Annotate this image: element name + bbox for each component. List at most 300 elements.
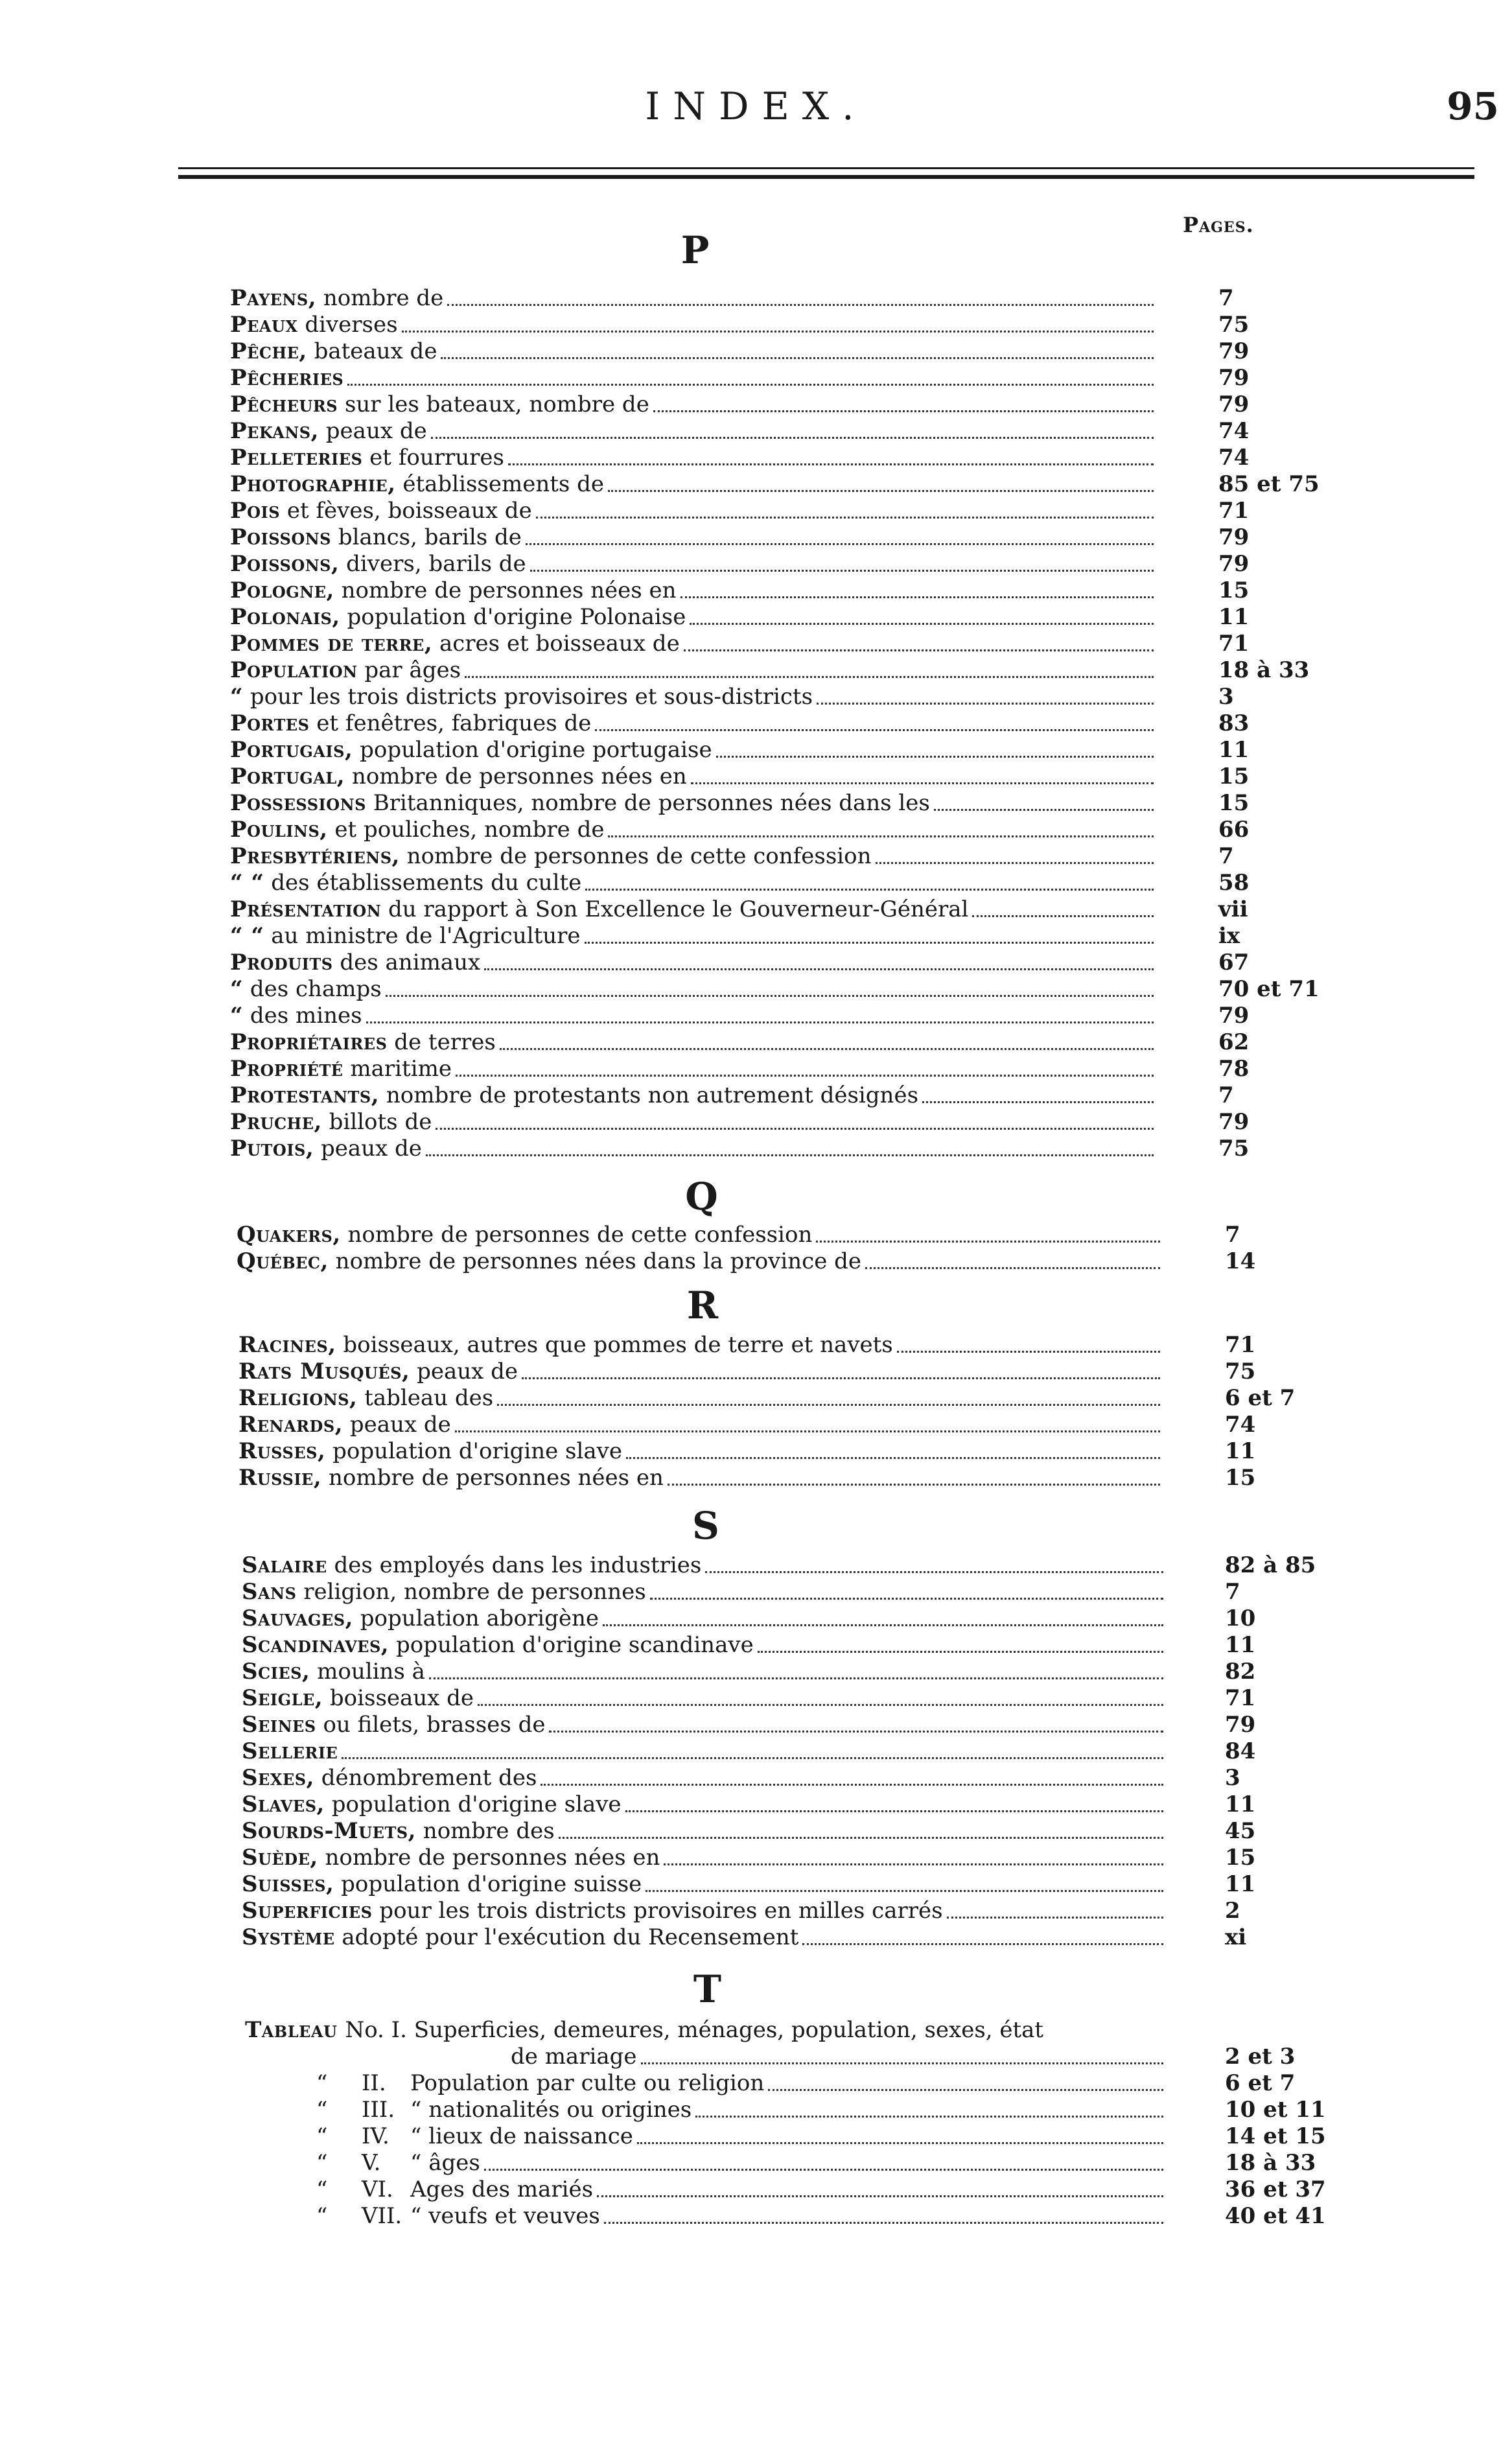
- leader-dots: [695, 2116, 1163, 2118]
- index-entry: [242, 1632, 1170, 1659]
- entry-keyword: Russes,: [238, 1438, 326, 1464]
- page-title: INDEX.: [645, 84, 867, 128]
- index-entry: [230, 870, 1160, 896]
- entry-keyword: Propriété: [230, 1056, 343, 1082]
- entry-line: [230, 764, 1160, 790]
- index-entry: [230, 657, 1160, 684]
- entry-page-ref: 15: [1225, 1465, 1256, 1491]
- entry-page-ref: 79: [1218, 524, 1250, 550]
- index-entry: [238, 1332, 1167, 1359]
- entry-keyword: Pruche,: [230, 1109, 322, 1135]
- entry-text: nombre de personnes nées en: [321, 1465, 664, 1491]
- ditto-mark: “: [316, 2097, 328, 2123]
- entry-page-ref: 15: [1218, 790, 1250, 816]
- leader-dots: [668, 1484, 1160, 1486]
- entry-line: [230, 684, 1160, 710]
- index-entry: [242, 1659, 1170, 1685]
- leader-dots: [604, 2222, 1163, 2224]
- entry-keyword: Seigle,: [242, 1685, 323, 1711]
- entry-keyword: Salaire: [242, 1552, 327, 1578]
- leader-dots: [585, 889, 1154, 891]
- entry-text: Britanniques, nombre de personnes nées dans les: [366, 790, 930, 816]
- leader-dots: [758, 1651, 1163, 1653]
- leader-dots: [541, 1784, 1163, 1786]
- entry-text: Ages des mariés: [410, 2176, 594, 2202]
- entry-keyword: Sellerie: [242, 1738, 338, 1764]
- index-entry: [230, 896, 1160, 923]
- section-letter-s: S: [692, 1504, 719, 1548]
- entry-line: [242, 1605, 1170, 1632]
- entry-page-ref: 10: [1225, 1605, 1256, 1631]
- entry-line: [242, 1659, 1170, 1685]
- entry-line: [511, 2044, 1170, 2070]
- entry-line: [230, 657, 1160, 684]
- entry-keyword: Scandinaves,: [242, 1632, 390, 1658]
- index-entry: [230, 764, 1160, 790]
- entry-text: population d'origine portugaise: [353, 737, 712, 763]
- leader-dots: [608, 490, 1154, 492]
- entry-keyword: Presbytériens,: [230, 843, 400, 869]
- entry-text: tableau des: [357, 1385, 494, 1411]
- entry-page-ref: 7: [1218, 285, 1234, 311]
- entry-text: dénombrement des: [314, 1765, 537, 1791]
- leader-dots: [478, 1704, 1163, 1706]
- index-entry: [230, 1003, 1160, 1029]
- tableau-number: IV.: [362, 2123, 390, 2149]
- entry-page-ref: 79: [1225, 1712, 1256, 1738]
- tableau-number: II.: [362, 2070, 386, 2096]
- entry-text: et fenêtres, fabriques de: [309, 710, 592, 736]
- entry-text: population aborigène: [353, 1605, 599, 1631]
- entry-text: sur les bateaux, nombre de: [338, 391, 649, 417]
- entry-line: [242, 1924, 1170, 1951]
- entry-keyword: Portes: [230, 710, 310, 736]
- entry-page-ref: 84: [1225, 1738, 1256, 1764]
- entry-keyword: Scies,: [242, 1659, 310, 1685]
- entry-line: [230, 365, 1160, 391]
- entry-page-ref: 3: [1218, 684, 1234, 710]
- entry-page-ref: 7: [1225, 1222, 1240, 1248]
- entry-page-ref: vii: [1218, 896, 1248, 922]
- entry-page-ref: 11: [1218, 604, 1250, 630]
- entry-line: [230, 1082, 1160, 1109]
- entry-page-ref: ix: [1218, 923, 1240, 949]
- entry-keyword: Pêche,: [230, 338, 307, 364]
- entry-page-ref: 71: [1225, 1332, 1256, 1358]
- leader-dots: [865, 1267, 1160, 1269]
- entry-page-ref: xi: [1225, 1924, 1247, 1950]
- entry-text: au ministre de l'Agriculture: [264, 923, 581, 949]
- entry-text: diverses: [297, 312, 398, 338]
- entry-page-ref: 3: [1225, 1765, 1240, 1791]
- entry-line: [245, 2017, 1170, 2044]
- entry-line: [238, 1412, 1167, 1438]
- leader-dots: [530, 570, 1154, 572]
- entry-keyword: Racines,: [238, 1332, 336, 1358]
- entry-keyword: Suède,: [242, 1845, 318, 1871]
- entry-page-ref: 11: [1225, 1871, 1256, 1897]
- entry-page-ref: 14 et 15: [1225, 2123, 1326, 2149]
- leader-dots: [536, 517, 1154, 519]
- index-entry: [237, 1248, 1167, 1275]
- entry-keyword: “: [230, 684, 244, 710]
- leader-dots: [508, 463, 1154, 465]
- index-entry: [230, 338, 1160, 365]
- tableau-number: V.: [362, 2150, 381, 2176]
- entry-line: [242, 1871, 1170, 1898]
- leader-dots: [691, 782, 1154, 784]
- entry-text: peaux de: [343, 1412, 451, 1438]
- index-entry: [230, 790, 1160, 817]
- leader-dots: [455, 1430, 1160, 1432]
- entry-keyword: Suisses,: [242, 1871, 334, 1897]
- entry-line: [242, 1685, 1170, 1712]
- entry-text: religion, nombre de personnes: [296, 1579, 646, 1605]
- entry-keyword: Protestants,: [230, 1082, 380, 1108]
- entry-text: et pouliches, nombre de: [327, 817, 605, 843]
- entry-text: et fèves, boisseaux de: [280, 498, 532, 524]
- entry-page-ref: 79: [1218, 365, 1250, 391]
- entry-keyword: Pêcheries: [230, 365, 344, 391]
- entry-text: boisseaux de: [323, 1685, 474, 1711]
- entry-line: [230, 524, 1160, 551]
- leader-dots: [595, 729, 1154, 731]
- entry-page-ref: 71: [1225, 1685, 1256, 1711]
- index-entry: [230, 391, 1160, 418]
- entry-text: établissements de: [395, 471, 605, 497]
- leader-dots: [522, 1377, 1160, 1379]
- entry-page-ref: 36 et 37: [1225, 2176, 1326, 2202]
- index-entry: [230, 365, 1160, 391]
- entry-page-ref: 58: [1218, 870, 1250, 896]
- entry-keyword: Pêcheurs: [230, 391, 338, 417]
- entry-line: [230, 790, 1160, 817]
- tableau-entry: [316, 2150, 1170, 2176]
- section-letter-r: R: [686, 1283, 719, 1327]
- ditto-mark: “: [316, 2203, 328, 2229]
- leader-dots: [500, 1048, 1154, 1050]
- entry-line: [316, 2203, 1170, 2230]
- leader-dots: [816, 1241, 1160, 1243]
- entry-line: [230, 737, 1160, 764]
- entry-text: population d'origine scandinave: [389, 1632, 754, 1658]
- index-entry: [242, 1605, 1170, 1632]
- entry-line: [238, 1385, 1167, 1412]
- entry-line: [237, 1248, 1167, 1275]
- entry-page-ref: 6 et 7: [1225, 1385, 1296, 1411]
- tableau-number: VII.: [362, 2203, 402, 2229]
- entry-line: [242, 1791, 1170, 1818]
- entry-page-ref: 11: [1225, 1791, 1256, 1817]
- pages-column-heading: Pages.: [1183, 213, 1254, 237]
- entry-keyword: Poissons: [230, 524, 332, 550]
- entry-line: [316, 2123, 1170, 2150]
- index-entry: [230, 1109, 1160, 1136]
- entry-text: peaux de: [410, 1359, 518, 1384]
- entry-line: [230, 1136, 1160, 1162]
- index-entry: [230, 471, 1160, 498]
- leader-dots: [625, 1810, 1163, 1812]
- page-number: 95: [1447, 84, 1499, 128]
- index-entry: [230, 631, 1160, 657]
- ditto-mark: “: [316, 2176, 328, 2202]
- entry-line: [230, 1003, 1160, 1029]
- entry-text: nombre de: [316, 285, 444, 311]
- entry-page-ref: 11: [1225, 1632, 1256, 1658]
- entry-page-ref: 67: [1218, 950, 1250, 975]
- entry-page-ref: 2: [1225, 1898, 1240, 1924]
- tableau-number: III.: [362, 2097, 395, 2123]
- index-entry: [238, 1359, 1167, 1385]
- entry-line: [230, 817, 1160, 843]
- entry-line: [230, 312, 1160, 338]
- leader-dots: [876, 862, 1154, 864]
- leader-dots: [690, 623, 1154, 625]
- entry-page-ref: 78: [1218, 1056, 1250, 1082]
- entry-page-ref: 75: [1218, 312, 1250, 338]
- entry-text: nombre de protestants non autrement désignés: [379, 1082, 919, 1108]
- tableau-entry-cont: [511, 2044, 1170, 2070]
- entry-text: adopté pour l'exécution du Recensement: [334, 1924, 799, 1950]
- entry-page-ref: 11: [1225, 1438, 1256, 1464]
- index-entry: [230, 737, 1160, 764]
- entry-text: pour les trois districts provisoires et sous-districts: [243, 684, 813, 710]
- entry-keyword: Pekans,: [230, 418, 319, 444]
- entry-text: nombre de personnes nées dans la province de: [328, 1248, 862, 1274]
- entry-text: billots de: [321, 1109, 432, 1135]
- entry-keyword: Présentation: [230, 896, 382, 922]
- leader-dots: [637, 2142, 1163, 2144]
- tableau-entry: [316, 2176, 1170, 2203]
- entry-page-ref: 83: [1218, 710, 1250, 736]
- entry-text: nombre de personnes nées en: [345, 764, 687, 789]
- leader-dots: [441, 357, 1154, 359]
- entry-line: [230, 1056, 1160, 1082]
- tableau-entry: [316, 2123, 1170, 2150]
- entry-keyword: “: [230, 976, 244, 1002]
- entry-text: des mines: [243, 1003, 362, 1029]
- tableau-entry-first: [245, 2017, 1170, 2044]
- entry-page-ref: 11: [1218, 737, 1250, 763]
- entry-page-ref: 66: [1218, 817, 1250, 843]
- entry-line: [242, 1552, 1170, 1579]
- entry-line: [230, 285, 1160, 312]
- entry-page-ref: 79: [1218, 551, 1250, 577]
- entry-page-ref: 18 à 33: [1225, 2150, 1316, 2176]
- entry-line: [242, 1712, 1170, 1738]
- tableau-first-cont: de mariage: [511, 2044, 637, 2070]
- leader-dots: [347, 384, 1154, 386]
- entry-line: [242, 1818, 1170, 1845]
- leader-dots: [650, 1598, 1163, 1600]
- leader-dots: [922, 1101, 1154, 1103]
- entry-text: acres et boisseaux de: [432, 631, 680, 657]
- entry-line: [316, 2097, 1170, 2123]
- entry-line: [316, 2070, 1170, 2097]
- entry-page-ref: 7: [1218, 1082, 1234, 1108]
- entry-line: [237, 1222, 1167, 1248]
- index-entry: [242, 1845, 1170, 1871]
- entry-text: nombre de personnes nées en: [334, 578, 677, 603]
- leader-dots: [585, 942, 1154, 944]
- leader-dots: [559, 1837, 1163, 1839]
- ditto-mark: “: [316, 2070, 328, 2096]
- leader-dots: [402, 331, 1154, 333]
- index-entry: [238, 1465, 1167, 1491]
- entry-keyword: Pois: [230, 498, 281, 524]
- entry-keyword: “: [230, 1003, 244, 1029]
- entry-keyword: Pologne,: [230, 578, 334, 603]
- entry-page-ref: 74: [1218, 418, 1250, 444]
- entry-page-ref: 82: [1225, 1659, 1256, 1685]
- entry-line: [230, 896, 1160, 923]
- index-entry: [230, 418, 1160, 445]
- entry-text: moulins à: [310, 1659, 425, 1685]
- leader-dots: [431, 437, 1154, 439]
- tableau-keyword: Tableau: [245, 2017, 338, 2043]
- entry-text: des établissements du culte: [264, 870, 582, 896]
- header-rule-thick: [178, 175, 1474, 179]
- entry-line: [230, 604, 1160, 631]
- entry-line: [242, 1765, 1170, 1791]
- section-letter-t: T: [693, 1967, 722, 2011]
- entry-line: [230, 578, 1160, 604]
- header-rule: [178, 167, 1474, 169]
- entry-text: pour les trois districts provisoires en milles carrés: [372, 1898, 943, 1924]
- leader-dots: [484, 968, 1154, 970]
- entry-keyword: Rats Musqués,: [238, 1359, 410, 1384]
- entry-line: [230, 551, 1160, 578]
- leader-dots: [342, 1757, 1163, 1759]
- index-entry: [242, 1552, 1170, 1579]
- entry-line: [230, 923, 1160, 950]
- leader-dots: [608, 835, 1154, 837]
- leader-dots: [705, 1571, 1163, 1573]
- entry-page-ref: 40 et 41: [1225, 2203, 1326, 2229]
- entry-line: [230, 445, 1160, 471]
- entry-keyword: Système: [242, 1924, 335, 1950]
- entry-line: [238, 1359, 1167, 1385]
- entry-keyword: Slaves,: [242, 1791, 325, 1817]
- entry-line: [230, 843, 1160, 870]
- entry-page-ref: 15: [1225, 1845, 1256, 1871]
- entry-text: ou filets, brasses de: [316, 1712, 546, 1738]
- leader-dots: [768, 2089, 1163, 2091]
- entry-text: peaux de: [314, 1136, 422, 1161]
- entry-text: Population par culte ou religion: [410, 2070, 765, 2096]
- index-entry: [242, 1791, 1170, 1818]
- entry-page-ref: 71: [1218, 498, 1250, 524]
- entry-line: [230, 710, 1160, 737]
- entry-text: nombre de personnes nées en: [318, 1845, 660, 1871]
- leader-dots: [626, 1457, 1160, 1459]
- entry-text: “ veufs et veuves: [410, 2203, 600, 2229]
- entry-text: bateaux de: [307, 338, 437, 364]
- entry-text: divers, barils de: [339, 551, 526, 577]
- entry-text: population d'origine slave: [325, 1438, 622, 1464]
- entry-page-ref: 82 à 85: [1225, 1552, 1316, 1578]
- index-entry: [230, 923, 1160, 950]
- entry-line: [230, 338, 1160, 365]
- index-entry: [242, 1871, 1170, 1898]
- index-entry: [230, 445, 1160, 471]
- index-entry: [230, 950, 1160, 976]
- index-entry: [230, 498, 1160, 524]
- entry-keyword: Sauvages,: [242, 1605, 353, 1631]
- entry-text: de terres: [387, 1029, 496, 1055]
- index-entry: [237, 1222, 1167, 1248]
- leader-dots: [897, 1351, 1160, 1353]
- tableau-entry: [316, 2097, 1170, 2123]
- leader-dots: [680, 596, 1154, 598]
- leader-dots: [526, 543, 1154, 545]
- entry-line: [238, 1438, 1167, 1465]
- entry-text: des animaux: [332, 950, 481, 975]
- entry-line: [230, 1109, 1160, 1136]
- index-entry: [230, 604, 1160, 631]
- index-entry: [230, 1136, 1160, 1162]
- tableau-entry: [316, 2203, 1170, 2230]
- entry-line: [238, 1332, 1167, 1359]
- leader-dots: [436, 1128, 1154, 1130]
- entry-keyword: Produits: [230, 950, 333, 975]
- index-entry: [230, 817, 1160, 843]
- entry-page-ref: 18 à 33: [1218, 657, 1310, 683]
- index-entry: [238, 1385, 1167, 1412]
- entry-keyword: Poissons,: [230, 551, 340, 577]
- index-entry: [242, 1818, 1170, 1845]
- entry-line: [242, 1579, 1170, 1605]
- entry-page-ref: 74: [1225, 1412, 1256, 1438]
- entry-line: [230, 418, 1160, 445]
- entry-keyword: Renards,: [238, 1412, 343, 1438]
- entry-keyword: Sans: [242, 1579, 297, 1605]
- leader-dots: [549, 1731, 1163, 1733]
- entry-text: et fourrures: [362, 445, 504, 471]
- entry-text: boisseaux, autres que pommes de terre et navets: [336, 1332, 893, 1358]
- entry-page-ref: 79: [1218, 338, 1250, 364]
- entry-text: nombre de personnes de cette confession: [399, 843, 872, 869]
- leader-dots: [597, 2195, 1163, 2197]
- entry-keyword: Pommes de terre,: [230, 631, 433, 657]
- entry-keyword: Portugal,: [230, 764, 345, 789]
- entry-text: peaux de: [318, 418, 427, 444]
- index-entry: [230, 285, 1160, 312]
- index-entry: [230, 1029, 1160, 1056]
- entry-keyword: Polonais,: [230, 604, 340, 630]
- index-entry: [230, 1056, 1160, 1082]
- entry-keyword: Propriétaires: [230, 1029, 388, 1055]
- entry-page-ref: 2 et 3: [1225, 2044, 1296, 2070]
- entry-line: [230, 498, 1160, 524]
- entry-keyword: Population: [230, 657, 358, 683]
- entry-text: des employés dans les industries: [327, 1552, 702, 1578]
- entry-line: [316, 2176, 1170, 2203]
- entry-keyword: Payens,: [230, 285, 317, 311]
- entry-page-ref: 15: [1218, 764, 1250, 789]
- index-entry: [242, 1685, 1170, 1712]
- tableau-entry: [316, 2070, 1170, 2097]
- entry-line: [242, 1845, 1170, 1871]
- entry-text: des champs: [243, 976, 382, 1002]
- ditto-mark: “: [316, 2123, 328, 2149]
- entry-text: “ lieux de naissance: [410, 2123, 633, 2149]
- entry-page-ref: 62: [1218, 1029, 1250, 1055]
- entry-line: [242, 1632, 1170, 1659]
- index-entry: [242, 1765, 1170, 1791]
- entry-page-ref: 14: [1225, 1248, 1256, 1274]
- index-entry: [230, 524, 1160, 551]
